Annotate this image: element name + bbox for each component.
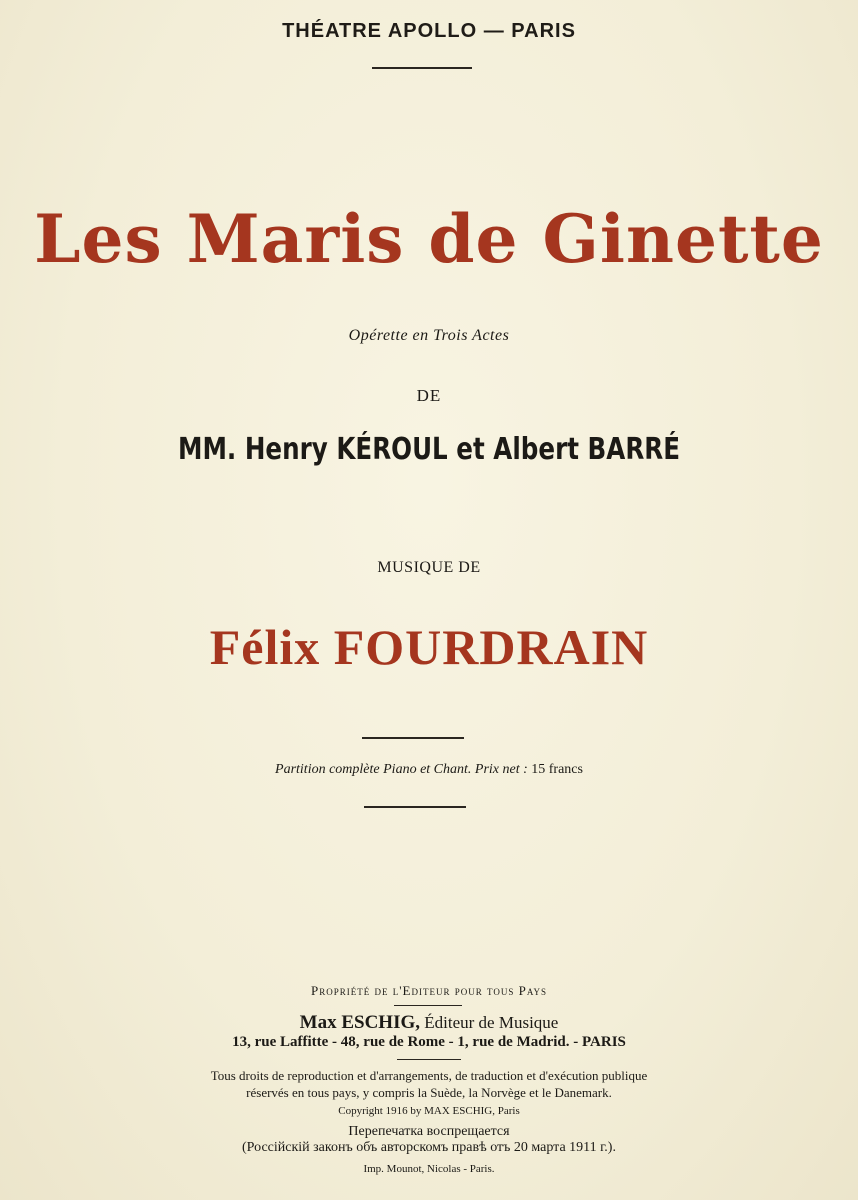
de-label: DE <box>416 386 442 405</box>
partition-text: Partition complète Piano et Chant. Prix net : <box>275 762 528 777</box>
rights-line-2: réservés en tous pays, y compris la Suède, la Norvège et le Danemark. <box>246 1085 612 1100</box>
musique-label: MUSIQUE DE <box>377 559 481 576</box>
header-rule <box>372 67 472 69</box>
rights-line-1: Tous droits de reproduction et d'arrangements, de traduction et d'exécution publique <box>210 1068 648 1083</box>
imprint-line: Imp. Mounot, Nicolas - Paris. <box>363 1163 495 1175</box>
propriete-line: Propriété de l'Editeur pour tous Pays <box>310 983 547 998</box>
partition-price: 15 francs <box>531 762 583 777</box>
authors: MM. Henry KÉROUL et Albert BARRÉ <box>177 432 681 467</box>
theatre-header: THÉATRE APOLLO — PARIS <box>282 20 576 42</box>
russian-line-2: (Россiйскiй законъ объ авторскомъ правѣ отъ 20 марта 1911 г.). <box>242 1140 616 1155</box>
work-title: Les Maris de Ginette <box>34 200 824 278</box>
copyright-line: Copyright 1916 by MAX ESCHIG, Paris <box>338 1105 520 1117</box>
composer-rule <box>362 737 464 739</box>
publisher-line <box>0 1012 858 1034</box>
russian-line-1: Перепечатка воспрещается <box>348 1124 510 1139</box>
publisher-role: Éditeur de Musique <box>424 1013 559 1032</box>
publisher-address: 13, rue Laffitte - 48, rue de Rome - 1, rue de Madrid. - PARIS <box>232 1034 626 1050</box>
publisher-name: Max ESCHIG, <box>299 1012 420 1033</box>
partition-rule <box>364 806 466 808</box>
partition-line <box>0 762 858 778</box>
propriete-rule <box>394 1005 462 1006</box>
address-rule <box>397 1059 461 1060</box>
work-subtitle: Opérette en Trois Actes <box>348 327 510 344</box>
composer-name: Félix FOURDRAIN <box>209 619 649 675</box>
